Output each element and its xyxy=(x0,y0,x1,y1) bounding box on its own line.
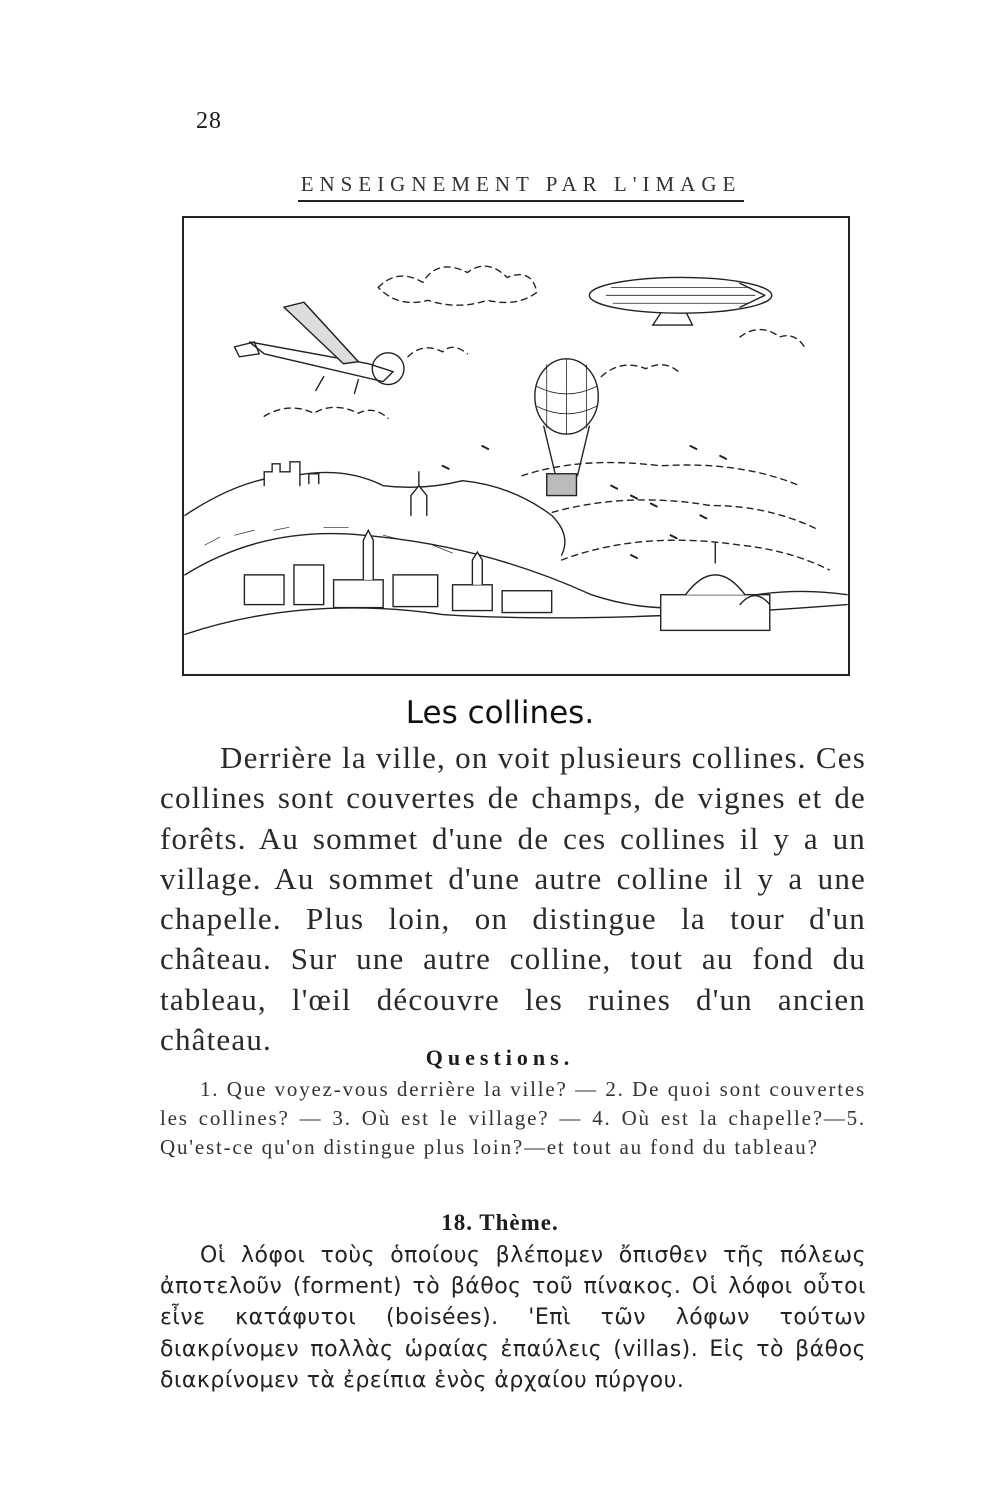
chapel xyxy=(411,472,427,516)
illustration-hills xyxy=(182,216,850,676)
airship xyxy=(589,277,771,325)
running-head: ENSEIGNEMENT PAR L'IMAGE xyxy=(298,172,744,202)
balloon xyxy=(535,359,598,496)
airplane xyxy=(234,302,404,393)
theme-heading: 18. Thème. xyxy=(441,1210,559,1235)
castle-ruins xyxy=(264,462,319,486)
questions-heading: Questions. xyxy=(425,1045,575,1070)
illustration-caption: Les collines. xyxy=(405,695,595,731)
body-paragraph: Derrière la ville, on voit plusieurs collines. Ces collines sont couvertes de champs, de vignes et de forêts. Au sommet d'une de ces collines il y a un village. Au sommet d'une autre colline il y a une chapelle. Plus loin, on distingue la tour d'un château. Sur une autre colline, tout au fond du tableau, l'œil découvre les ruines d'un ancien château. xyxy=(160,740,866,1058)
domed-building xyxy=(661,543,770,630)
theme-greek-paragraph: Οἱ λόφοι τοὺς ὁποίους βλέπομεν ὄπισθεν τῆς πόλεως ἀποτελοῦν (forment) τὸ βάθος τοῦ πίνακος. Οἱ λόφοι οὗτοι εἶνε κατάφυτοι (boisées). 'Επὶ τῶν λόφων τούτων διακρίνομεν πολλὰς ὡραίας ἐπαύλεις (villas). Εἰς τὸ βάθος διακρίνομεν τὰ ἐρείπια ἑνὸς ἀρχαίου πύργου. xyxy=(160,1243,866,1393)
questions-paragraph: 1. Que voyez-vous derrière la ville? — 2. De quoi sont couvertes les collines? — 3. Où est le village? — 4. Où est la chapelle?—5. Qu'est-ce qu'on distingue plus loin?—et tout au fond du tableau? xyxy=(160,1077,866,1159)
page-number: 28 xyxy=(196,108,222,134)
